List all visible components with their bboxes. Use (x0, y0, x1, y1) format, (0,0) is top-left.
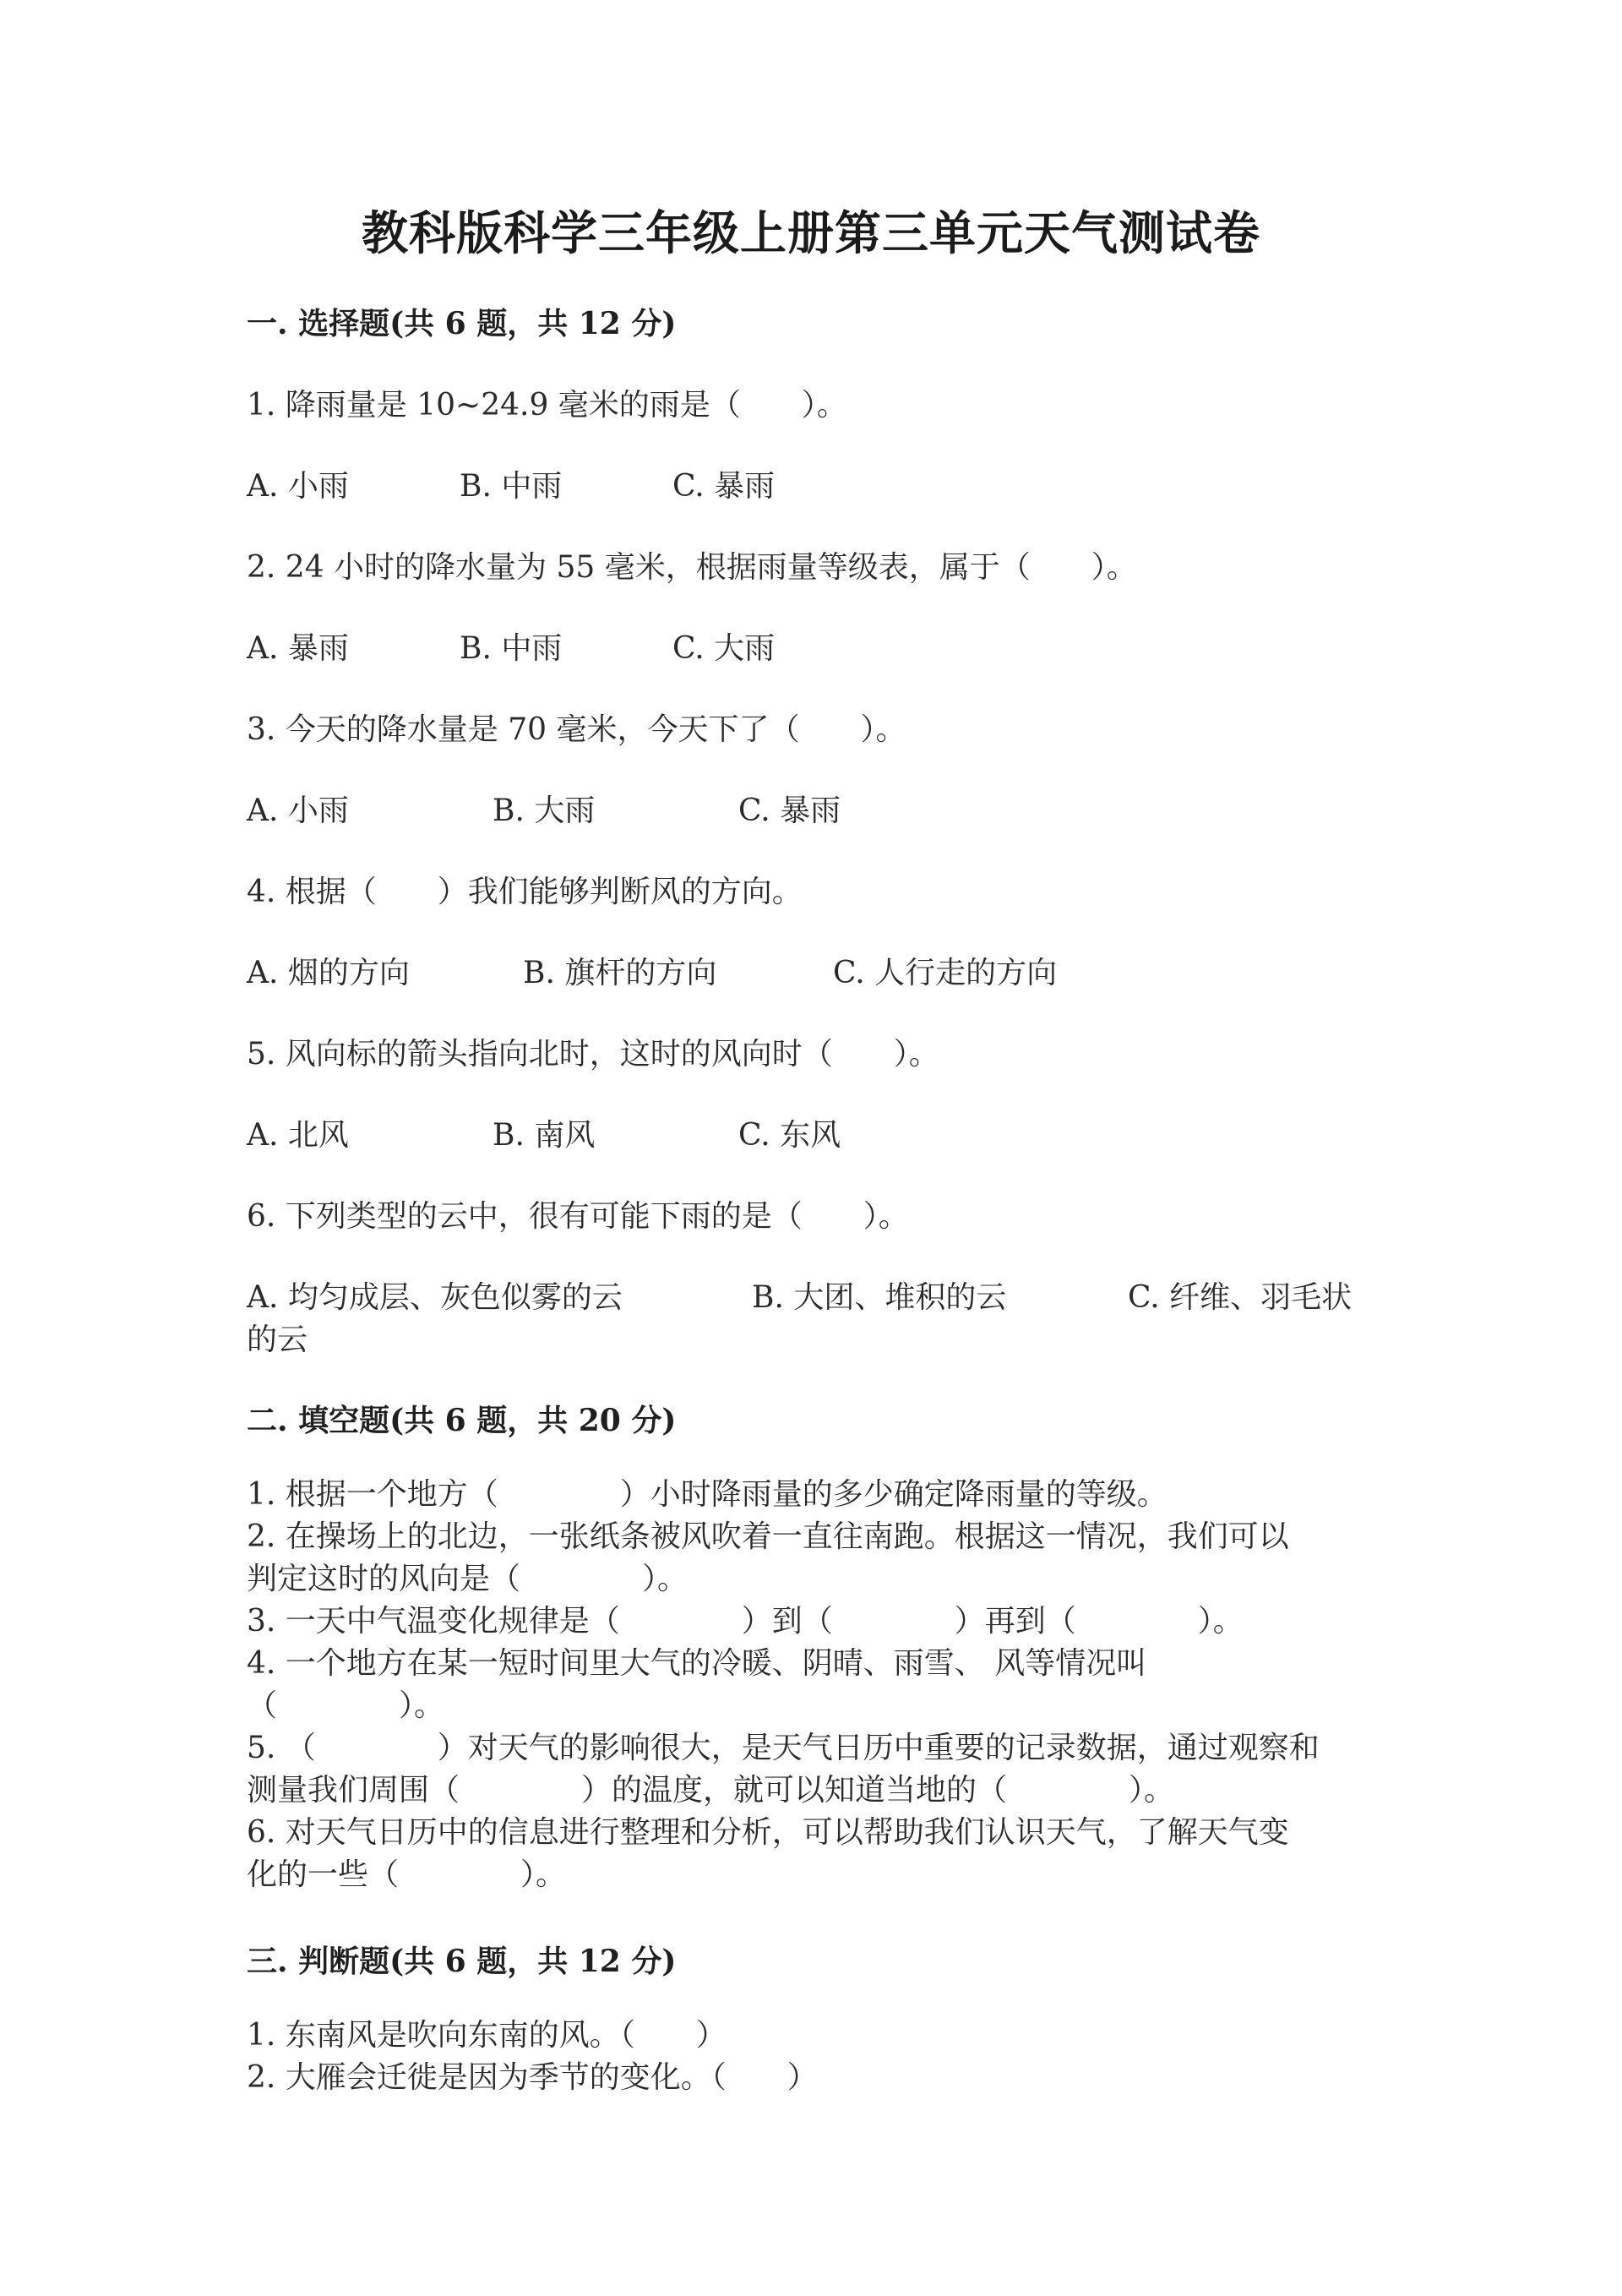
fill-questions (247, 1474, 1379, 1896)
option-b: B. 大团、堆积的云 (752, 1280, 1007, 1315)
option-b: B. 南风 (493, 1118, 596, 1153)
option-c: C. 暴雨 (738, 794, 841, 828)
judge-line: 2. 大雁会迁徙是因为季节的变化。（ ） (247, 2060, 818, 2095)
judge-line: 1. 东南风是吹向东南的风。（ ） (247, 2018, 727, 2053)
option-b: B. 大雨 (493, 794, 596, 828)
question-stem: 6. 下列类型的云中，很有可能下雨的是（ ）。 (247, 1199, 909, 1234)
option-b: B. 中雨 (460, 631, 563, 666)
question-stem: 5. 风向标的箭头指向北时，这时的风向时（ ）。 (247, 1037, 939, 1072)
question-stem: 2. 24 小时的降水量为 55 毫米，根据雨量等级表，属于（ ）。 (247, 550, 1137, 585)
fill-line: 2. 在操场上的北边，一张纸条被风吹着一直往南跑。根据这一情况，我们可以 (247, 1519, 1289, 1554)
option-c: C. 人行走的方向 (833, 956, 1058, 990)
fill-line: 5. （ ）对天气的影响很大，是天气日历中重要的记录数据，通过观察和 (247, 1731, 1320, 1765)
option-c: C. 纤维、羽毛状 (1128, 1280, 1353, 1315)
fill-line: 测量我们周围（ ）的温度，就可以知道当地的（ ）。 (247, 1773, 1175, 1808)
section-heading-fill: 二. 填空题(共 6 题，共 20 分) (247, 1403, 677, 1438)
fill-line: 1. 根据一个地方（ ）小时降雨量的多少确定降雨量的等级。 (247, 1477, 1168, 1512)
option-c-continued: 的云 (247, 1323, 308, 1357)
option-a: A. 北风 (247, 1118, 349, 1153)
option-a: A. 暴雨 (247, 631, 349, 666)
option-c: C. 东风 (738, 1118, 841, 1153)
section-heading-choice: 一. 选择题(共 6 题，共 12 分) (247, 306, 677, 341)
option-b: B. 中雨 (460, 469, 563, 504)
option-a: A. 小雨 (247, 794, 349, 828)
question-stem: 4. 根据（ ）我们能够判断风的方向。 (247, 875, 803, 909)
fill-line: 6. 对天气日历中的信息进行整理和分析，可以帮助我们认识天气，了解天气变 (247, 1815, 1289, 1850)
page-title: 教科版科学三年级上册第三单元天气测试卷 (361, 205, 1260, 260)
fill-line: 化的一些（ ）。 (247, 1857, 567, 1892)
fill-line: 4. 一个地方在某一短时间里大气的冷暖、阴晴、雨雪、 风等情况叫 (247, 1646, 1147, 1681)
judge-questions (247, 2015, 1379, 2099)
fill-line: （ ）。 (247, 1688, 445, 1723)
option-a: A. 烟的方向 (247, 956, 410, 990)
question-stem: 1. 降雨量是 10~24.9 毫米的雨是（ ）。 (247, 388, 847, 423)
option-c: C. 暴雨 (672, 469, 776, 504)
option-b: B. 旗杆的方向 (523, 956, 717, 990)
fill-line: 3. 一天中气温变化规律是（ ）到（ ）再到（ ）。 (247, 1604, 1244, 1639)
question-stem: 3. 今天的降水量是 70 毫米，今天下了（ ）。 (247, 712, 906, 747)
fill-line: 判定这时的风向是（ ）。 (247, 1562, 689, 1596)
option-a: A. 小雨 (247, 469, 349, 504)
option-c: C. 大雨 (672, 631, 776, 666)
option-a: A. 均匀成层、灰色似雾的云 (247, 1280, 623, 1315)
section-heading-judge: 三. 判断题(共 6 题，共 12 分) (247, 1944, 677, 1979)
